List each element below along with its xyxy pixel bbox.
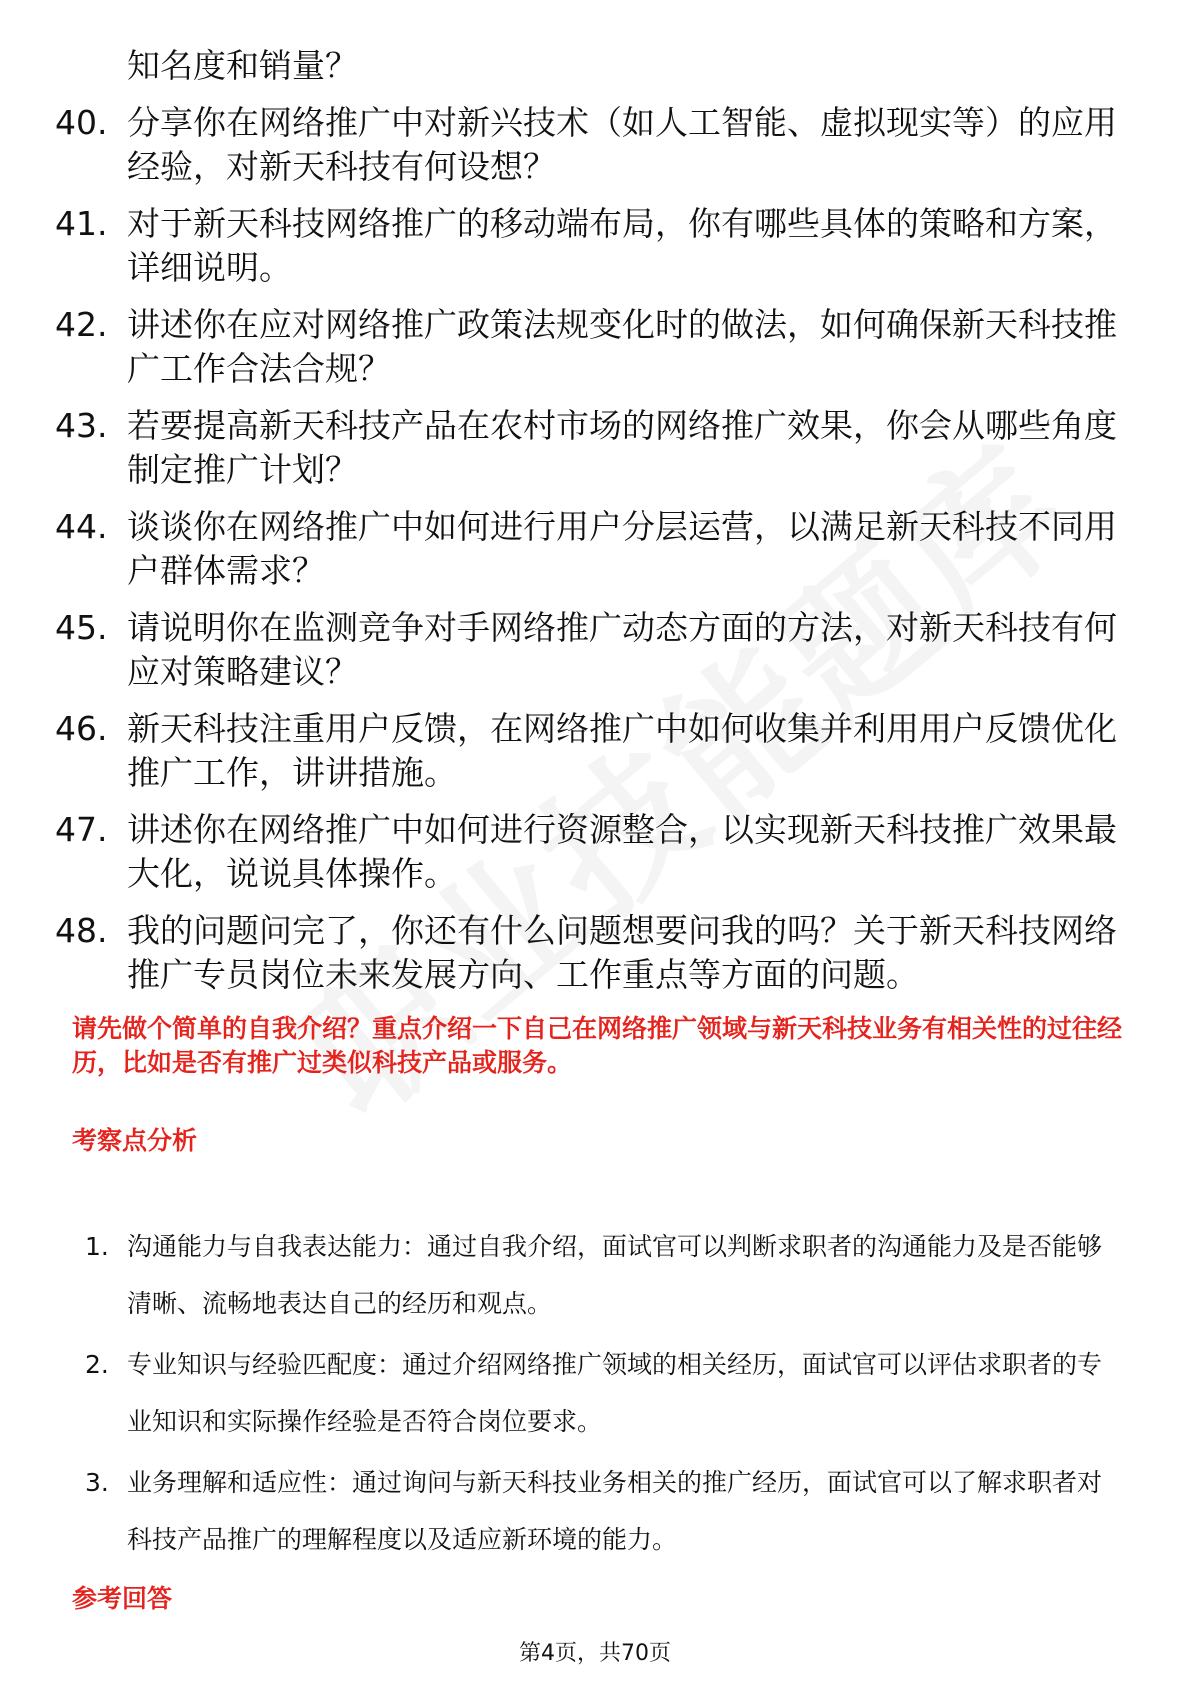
question-number: 44. (55, 507, 108, 546)
analysis-list (85, 1218, 1125, 1568)
analysis-number: 3. (85, 1468, 109, 1497)
analysis-number: 1. (85, 1232, 109, 1261)
analysis-text: 沟通能力与自我表达能力：通过自我介绍，面试官可以判断求职者的沟通能力及是否能够清晰、流畅地表达自己的经历和观点。 (127, 1232, 1103, 1318)
analysis-text: 业务理解和适应性：通过询问与新天科技业务相关的推广经历，面试官可以了解求职者对科技产品推广的理解程度以及适应新环境的能力。 (127, 1468, 1103, 1554)
question-text: 讲述你在应对网络推广政策法规变化时的做法，如何确保新天科技推广工作合法合规？ (127, 305, 1117, 388)
question-item (55, 303, 1135, 391)
analysis-item (85, 1218, 1125, 1332)
analysis-item (85, 1454, 1125, 1568)
question-item (55, 505, 1135, 593)
question-number: 45. (55, 608, 108, 647)
question-item (55, 808, 1135, 896)
question-text: 若要提高新天科技产品在农村市场的网络推广效果，你会从哪些角度制定推广计划？ (127, 406, 1117, 489)
question-number: 41. (55, 204, 108, 243)
question-item (55, 909, 1135, 997)
reference-answer-title: 参考回答 (72, 1584, 173, 1613)
question-continuation: 知名度和销量？ (127, 46, 358, 85)
question-item (55, 606, 1135, 694)
analysis-item (85, 1336, 1125, 1450)
question-text: 对于新天科技网络推广的移动端布局，你有哪些具体的策略和方案，详细说明。 (127, 204, 1117, 287)
analysis-text: 专业知识与经验匹配度：通过介绍网络推广领域的相关经历，面试官可以评估求职者的专业知识和实际操作经验是否符合岗位要求。 (127, 1350, 1103, 1436)
question-list (55, 44, 1135, 1010)
question-text: 新天科技注重用户反馈，在网络推广中如何收集并利用用户反馈优化推广工作，讲讲措施。 (127, 709, 1117, 792)
question-text: 分享你在网络推广中对新兴技术（如人工智能、虚拟现实等）的应用经验，对新天科技有何设想？ (127, 103, 1117, 186)
analysis-title: 考察点分析 (72, 1126, 198, 1155)
question-item (55, 404, 1135, 492)
question-number: 43. (55, 406, 108, 445)
featured-question: 请先做个简单的自我介绍？重点介绍一下自己在网络推广领域与新天科技业务有相关性的过往经历，比如是否有推广过类似科技产品或服务。 (72, 1014, 1123, 1077)
question-number: 40. (55, 103, 108, 142)
question-text: 请说明你在监测竞争对手网络推广动态方面的方法，对新天科技有何应对策略建议？ (127, 608, 1117, 691)
question-number: 46. (55, 709, 108, 748)
question-text: 讲述你在网络推广中如何进行资源整合，以实现新天科技推广效果最大化，说说具体操作。 (127, 810, 1117, 893)
question-text: 谈谈你在网络推广中如何进行用户分层运营，以满足新天科技不同用户群体需求？ (127, 507, 1117, 590)
question-number: 48. (55, 911, 108, 950)
page-footer: 第4页，共70页 (519, 1641, 671, 1666)
question-item (55, 707, 1135, 795)
question-number: 42. (55, 305, 108, 344)
analysis-number: 2. (85, 1350, 109, 1379)
question-text: 我的问题问完了，你还有什么问题想要问我的吗？关于新天科技网络推广专员岗位未来发展方向、工作重点等方面的问题。 (127, 911, 1117, 994)
question-item (55, 202, 1135, 290)
question-number: 47. (55, 810, 108, 849)
question-item (55, 101, 1135, 189)
